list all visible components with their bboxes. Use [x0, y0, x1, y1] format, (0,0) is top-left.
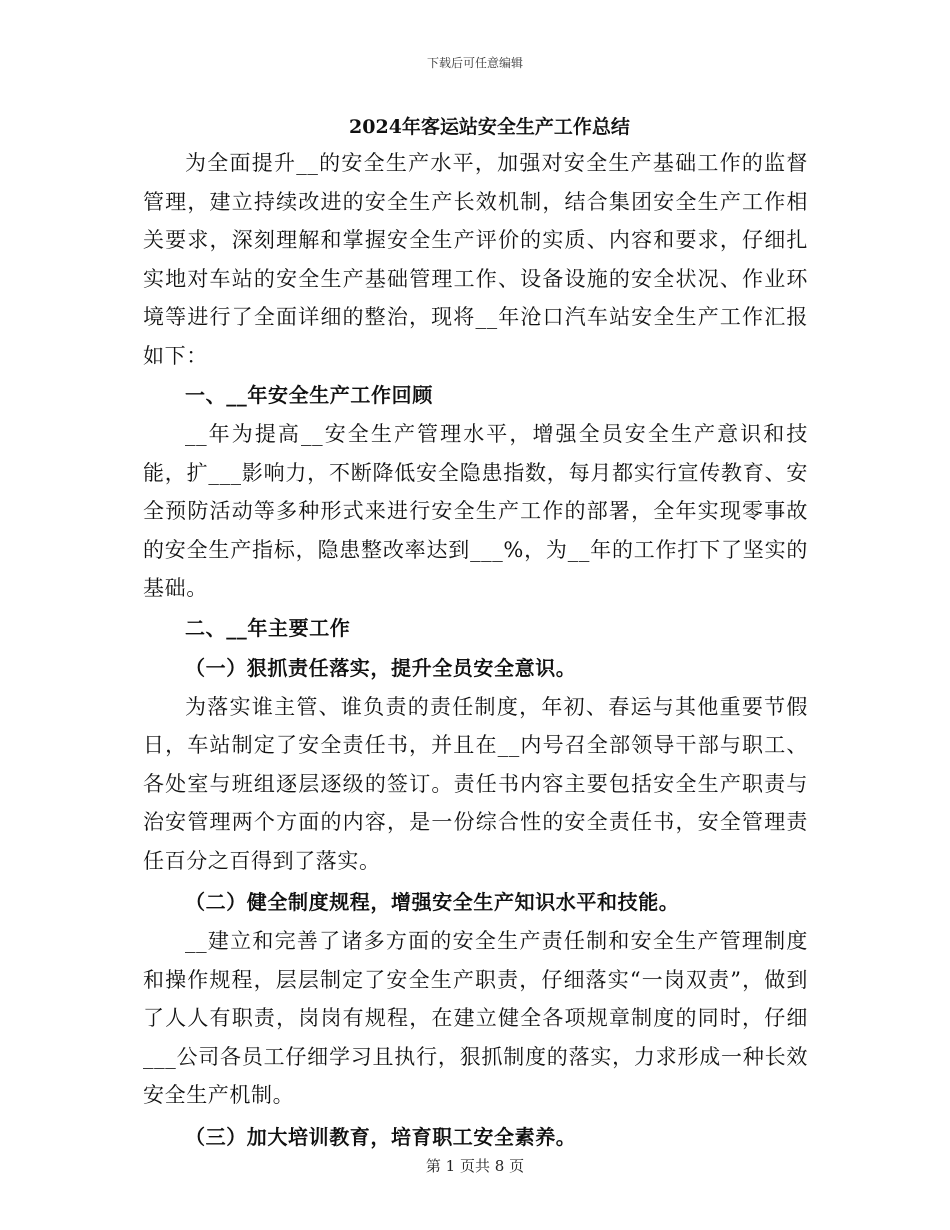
document-body	[143, 110, 808, 1157]
intro-paragraph: 为全面提升__的安全生产水平，加强对安全生产基础工作的监督管理，建立持续改进的安全生产长效机制，结合集团安全生产工作相关要求，深刻理解和掌握安全生产评价的实质、内容和要求，仔细扎实地对车站的安全生产基础管理工作、设备设施的安全状况、作业环境等进行了全面详细的整治，现将__年沧口汽车站安全生产工作汇报如下：	[143, 151, 808, 368]
page-footer: 第 1 页共 8 页	[425, 1157, 525, 1175]
subheading-responsibility: （一）狠抓责任落实，提升全员安全意识。	[185, 655, 577, 680]
section-heading-main-work: 二、__年主要工作	[185, 615, 351, 640]
regulations-paragraph: __建立和完善了诸多方面的安全生产责任制和安全生产管理制度和操作规程，层层制定了安全生产职责，仔细落实“一岗双责”，做到了人人有职责，岗岗有规程，在建立健全各项规章制度的同时，仔细___公司各员工仔细学习且执行，狠抓制度的落实，力求形成一种长效安全生产机制。	[143, 929, 808, 1107]
section-heading-review: 一、__年安全生产工作回顾	[185, 383, 433, 407]
responsibility-paragraph: 为落实谁主管、谁负责的责任制度，年初、春运与其他重要节假日，车站制定了安全责任书，并且在__内号召全部领导干部与职工、各处室与班组逐层逐级的签订。责任书内容主要包括安全生产职责与治安管理两个方面的内容，是一份综合性的安全责任书，安全管理责任百分之百得到了落实。	[143, 694, 808, 873]
subheading-regulations: （二）健全制度规程，增强安全生产知识水平和技能。	[185, 890, 680, 914]
header-note: 下载后可任意编辑	[426, 56, 523, 70]
review-paragraph: __年为提高__安全生产管理水平，增强全员安全生产意识和技能，扩___影响力，不断降低安全隐患指数，每月都实行宣传教育、安全预防活动等多种形式来进行安全生产工作的部署，全年实现零事故的安全生产指标，隐患整改率达到___%，为__年的工作打下了坚实的基础。	[143, 422, 808, 600]
document-title: 2024年客运站安全生产工作总结	[349, 116, 630, 138]
subheading-training: （三）加大培训教育，培育职工安全素养。	[185, 1124, 577, 1149]
